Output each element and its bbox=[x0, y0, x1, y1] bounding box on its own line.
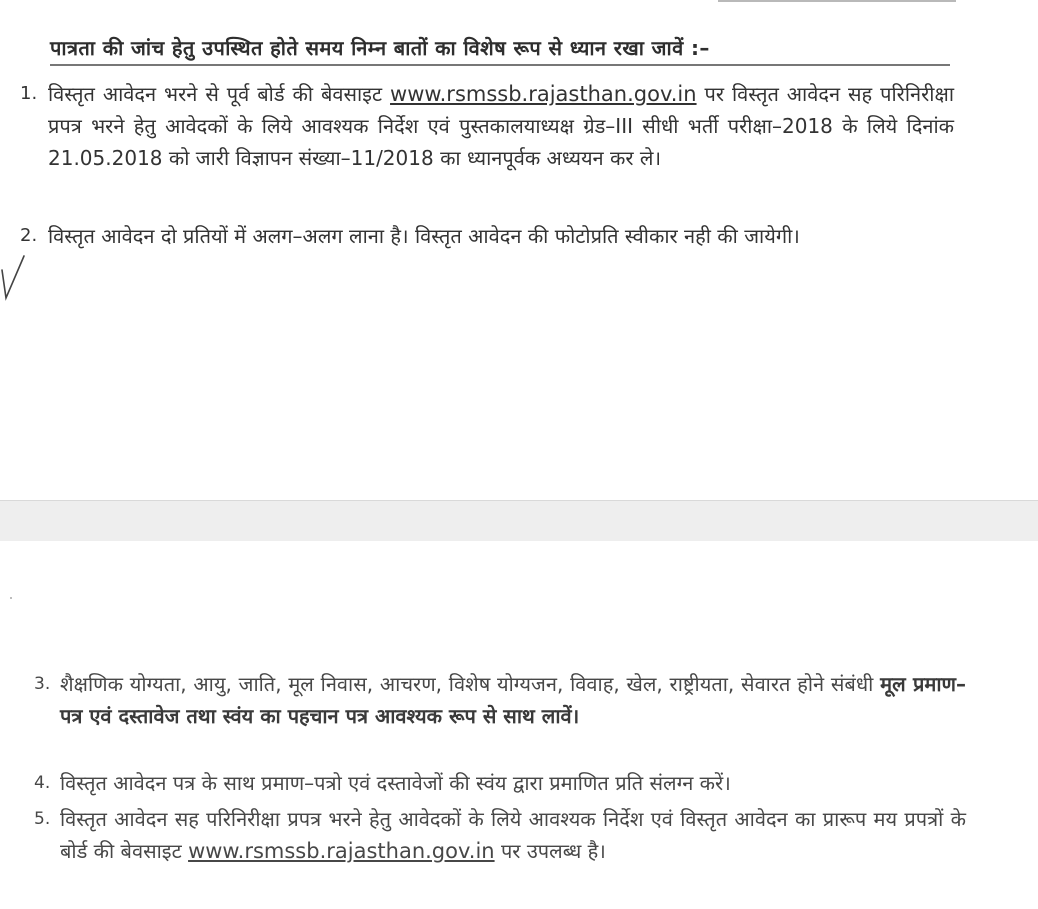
page-divider bbox=[0, 500, 1038, 542]
item-number: 1. bbox=[20, 83, 38, 104]
document-page-2 bbox=[0, 541, 1038, 909]
item-number: 5. bbox=[34, 809, 51, 829]
item-number: 4. bbox=[34, 773, 51, 793]
item-text: पर विस्तृत आवेदन सह परिनिरीक्षा प्रपत्र भरने हेतु आवेदकों के लिये आवश्यक निर्देश एवं पुस्तकालयाध्यक्ष ग्रेड–III सीधी भर्ती परीक्षा–2018 के लिये दिनांक 21.05.2018 को जारी विज्ञापन संख्या–11/2018 का ध्यानपूर्वक अध्ययन कर ले। bbox=[48, 82, 954, 170]
section-heading: पात्रता की जांच हेतु उपस्थित होते समय निम्न बातों का विशेष रूप से ध्यान रखा जावें :– bbox=[50, 34, 950, 66]
item-number: 3. bbox=[34, 674, 51, 694]
website-link[interactable]: www.rsmssb.rajasthan.gov.in bbox=[390, 82, 697, 106]
list-item-4 bbox=[34, 767, 966, 799]
item-text: विस्तृत आवेदन सह परिनिरीक्षा प्रपत्र भरने हेतु आवेदकों के लिये आवश्यक निर्देश एवं विस्तृत आवेदन का प्रारूप मय प्रपत्रों के बोर्ड की बेवसाइट bbox=[60, 807, 966, 863]
list-item-2 bbox=[20, 220, 954, 252]
website-link[interactable]: www.rsmssb.rajasthan.gov.in bbox=[188, 839, 495, 863]
item-text: विस्तृत आवेदन पत्र के साथ प्रमाण–पत्रो एवं दस्तावेजों की स्वंय द्वारा प्रमाणित प्रति संलग्न करें। bbox=[60, 771, 731, 795]
item-number: 2. bbox=[20, 225, 38, 246]
list-item-3 bbox=[34, 668, 966, 732]
list-item-5 bbox=[34, 803, 966, 867]
handwritten-tick-mark bbox=[0, 250, 30, 310]
scan-speck bbox=[10, 597, 12, 599]
top-rule bbox=[718, 0, 956, 2]
list-item-1 bbox=[20, 78, 954, 174]
item-text: विस्तृत आवेदन भरने से पूर्व बोर्ड की बेवसाइट bbox=[48, 82, 391, 106]
item-text: पर उपलब्ध है। bbox=[494, 839, 606, 863]
item-bold-text: मूल प्रमाण–पत्र एवं दस्तावेज तथा स्वंय का पहचान पत्र आवश्यक रूप से साथ लावें। bbox=[60, 672, 966, 728]
item-text: शैक्षणिक योग्यता, आयु, जाति, मूल निवास, आचरण, विशेष योग्यजन, विवाह, खेल, राष्ट्रीयता, सेवारत होने संबंधी bbox=[60, 672, 881, 696]
item-text: विस्तृत आवेदन दो प्रतियों में अलग–अलग लाना है। विस्तृत आवेदन की फोटोप्रति स्वीकार नही की जायेगी। bbox=[48, 224, 800, 248]
